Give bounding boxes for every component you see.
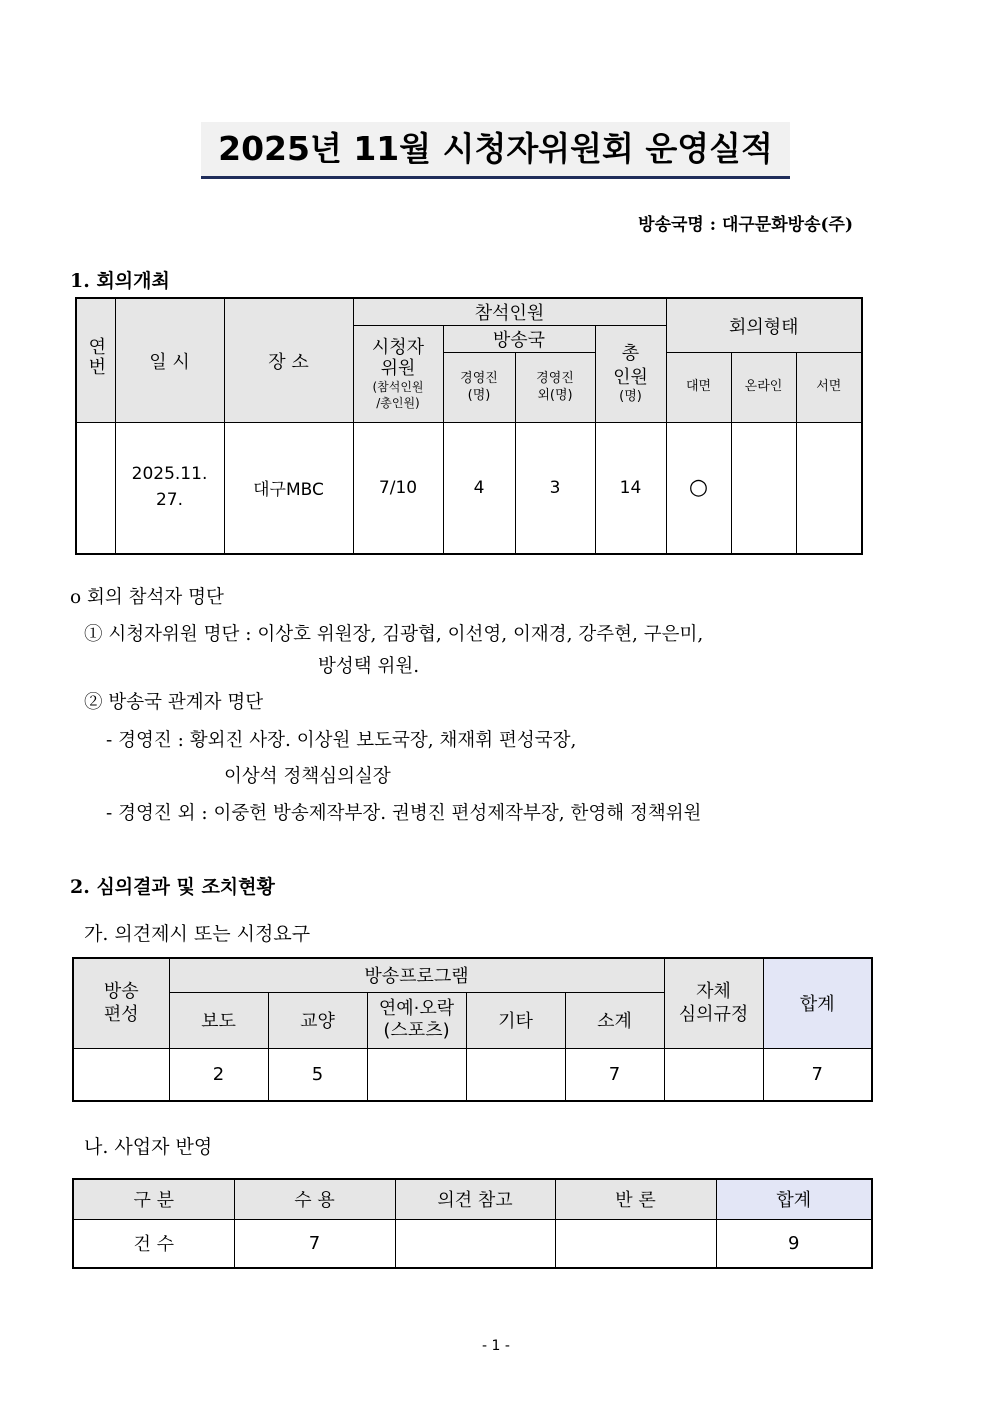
cell-other [466,1048,565,1101]
header-in-person: 대면 [666,353,731,423]
executive-list: - 경영진 : 황외진 사장. 이상원 보도국장, 채재휘 편성국장, [106,730,577,751]
header-news: 보도 [169,992,268,1048]
cell-organization [73,1048,169,1101]
subsection-a-heading: 가. 의견제시 또는 시정요구 [84,923,311,945]
cell-exec-count: 4 [443,423,515,554]
cell-online [731,423,796,554]
cell-date: 2025.11. 27. [115,423,224,554]
header-non-executives: 경영진 외(명) [515,353,595,423]
cell-viewer-count: 7/10 [353,423,443,554]
cell-rebuttal [555,1219,716,1268]
cell-sum: 7 [763,1048,872,1101]
broadcaster-staff-label: ② 방송국 관계자 명단 [84,692,264,713]
header-sum: 합계 [716,1179,872,1219]
document-title: 2025년 11월 시청자위원회 운영실적 [201,122,790,179]
cell-reference [395,1219,555,1268]
review-result-table [72,957,873,1102]
row-label: 건 수 [73,1219,234,1268]
header-viewer-members: 시청자 위원 (참석인원 /총인원) [353,326,443,423]
non-executive-list: - 경영진 외 : 이중헌 방송제작부장. 권병진 편성제작부장, 한영해 정책위원 [106,803,702,824]
cell-no [76,423,115,554]
executive-list-cont: 이상석 정책심의실장 [224,766,391,787]
header-organization: 방송 편성 [73,958,169,1048]
cell-subtotal: 7 [565,1048,664,1101]
cell-entertainment [367,1048,466,1101]
header-reference: 의견 참고 [395,1179,555,1219]
header-date: 일 시 [115,298,224,423]
header-online: 온라인 [731,353,796,423]
header-culture: 교양 [268,992,367,1048]
header-meeting-form: 회의형태 [666,298,862,353]
header-sum: 합계 [763,958,872,1048]
header-self-regulation: 자체 심의규정 [664,958,763,1048]
cell-in-person: ○ [666,423,731,554]
operator-response-table [72,1178,873,1269]
cell-sum: 9 [716,1219,872,1268]
header-entertainment: 연예·오락 (스포츠) [367,992,466,1048]
cell-culture: 5 [268,1048,367,1101]
page-number: - 1 - [482,1338,510,1354]
header-executives: 경영진 (명) [443,353,515,423]
attendees-heading: o 회의 참석자 명단 [70,587,224,608]
header-rebuttal: 반 론 [555,1179,716,1219]
header-category: 구 분 [73,1179,234,1219]
cell-self-regulation [664,1048,763,1101]
cell-place: 대구MBC [224,423,353,554]
cell-news: 2 [169,1048,268,1101]
header-no: 연번 [76,298,115,423]
header-broadcaster: 방송국 [443,326,595,353]
section1-heading: 1. 회의개최 [70,270,170,292]
cell-accepted: 7 [234,1219,395,1268]
section2-heading: 2. 심의결과 및 조치현황 [70,876,275,898]
header-place: 장 소 [224,298,353,423]
viewer-member-list: ① 시청자위원 명단 : 이상호 위원장, 김광협, 이선영, 이재경, 강주현, 구은미, [84,624,704,645]
header-subtotal: 소계 [565,992,664,1048]
subsection-b-heading: 나. 사업자 반영 [84,1136,213,1158]
header-accepted: 수 용 [234,1179,395,1219]
meeting-table [75,297,863,555]
header-total: 총 인원 (명) [595,326,666,423]
cell-nonexec-count: 3 [515,423,595,554]
header-attendance: 참석인원 [353,298,666,326]
viewer-member-list-cont: 방성택 위원. [318,656,420,677]
station-name: 방송국명 : 대구문화방송(주) [638,215,853,235]
header-program: 방송프로그램 [169,958,664,992]
header-written: 서면 [796,353,862,423]
header-other: 기타 [466,992,565,1048]
cell-total-count: 14 [595,423,666,554]
cell-written [796,423,862,554]
